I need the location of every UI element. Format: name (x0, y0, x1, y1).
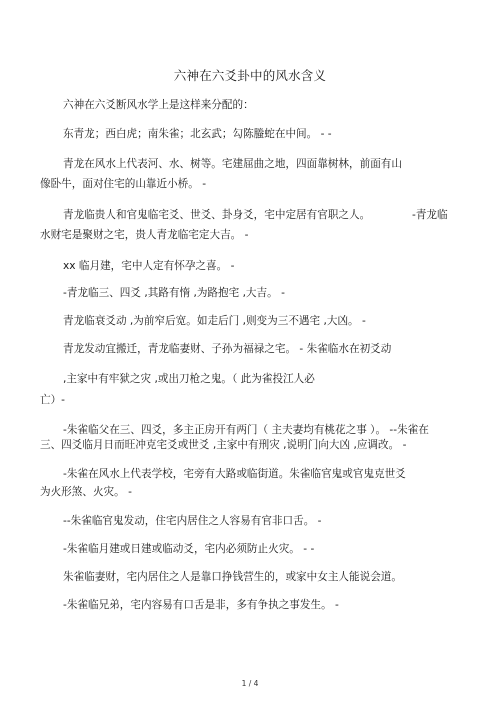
text-line: -青龙临 (412, 209, 448, 221)
text-line: xx 临月建，宅中人定有怀孕之喜。 - (63, 260, 235, 272)
text-line: 水财宅是聚财之宅，贵人青龙临宅定大吉。 - (40, 229, 249, 241)
text-line: -朱雀临月建或日建或临动爻，宅内必须防止火灾。 - - (63, 543, 315, 555)
text-line: 朱雀临妻财，宅内居住之人是靠口挣钱营生的，或家中女主人能说会道。 (63, 571, 402, 583)
text-line: 为火形煞、火灾。 - (40, 486, 132, 498)
document-title: 六神在六爻卦中的风水含义 (173, 68, 327, 83)
text-line: 亡）- (40, 394, 66, 406)
text-line: 青龙在风水上代表河、水、树等。宅建屈曲之地，四面靠树林，前面有山 (63, 158, 402, 170)
text-line: ,主家中有牢狱之灾 ,或出刀枪之鬼。（ 此为雀投江人必 (63, 373, 315, 385)
text-line: --朱雀临官鬼发动，住宅内居住之人容易有官非口舌。 - (63, 515, 322, 527)
text-line: 青龙临贵人和官鬼临宅爻、世爻、卦身爻，宅中定居有官职之人。 (63, 209, 371, 221)
text-line: 六神在六爻断风水学上是这样来分配的： (63, 99, 254, 111)
text-line: 青龙临衰爻动 ,为前窄后宽。如走后门 ,则变为三不遇宅 ,大凶。 - (63, 315, 366, 327)
text-line: -朱雀在风水上代表学校，宅旁有大路或临街道。朱雀临官鬼或官鬼克世爻 (63, 468, 406, 480)
text-line: 青龙发动宜搬迁，青龙临妻财、子孙为福禄之宅。 - 朱雀临水在初爻动 (63, 343, 392, 355)
text-line: -朱雀临兄弟，宅内容易有口舌是非，多有争执之事发生。 - (63, 599, 339, 611)
text-line: -青龙临三、四爻 ,其路有惰 ,为路抱宅 ,大吉。 - (63, 287, 285, 299)
text-line: 像卧牛，面对住宅的山靠近小桥。 - (40, 178, 207, 190)
page-number: 1 / 4 (241, 679, 259, 688)
text-line: 三、四爻临月日而旺冲克宅爻或世爻 ,主家中有刑灾 ,说明门向大凶 ,应调改。 - (40, 439, 407, 451)
text-line: -朱雀临父在三、四爻，多主正房开有两门（ 主夫妻均有桃花之事 ）。 --朱雀在 (63, 424, 429, 436)
text-line: 东青龙；西白虎；南朱雀；北玄武；勾陈螣蛇在中间。 - - (63, 128, 332, 140)
